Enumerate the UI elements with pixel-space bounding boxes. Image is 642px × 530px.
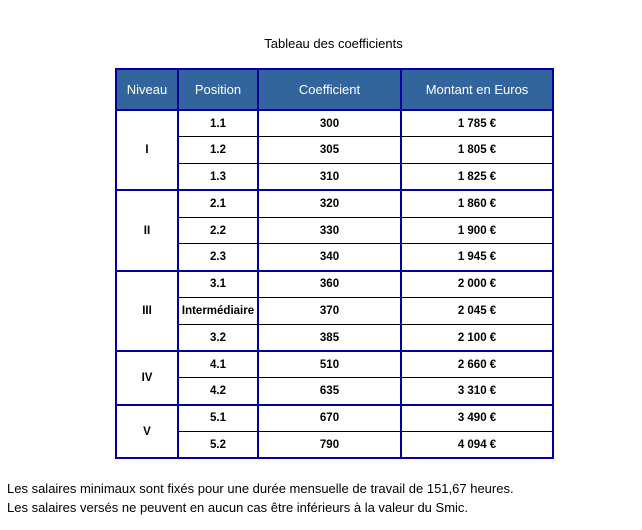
coefficient-cell: 320 — [258, 190, 401, 217]
montant-cell: 2 045 € — [401, 298, 553, 325]
position-cell: 1.2 — [178, 137, 258, 164]
coefficient-cell: 790 — [258, 432, 401, 459]
coefficient-cell: 370 — [258, 298, 401, 325]
table-row — [116, 137, 553, 164]
montant-cell: 1 805 € — [401, 137, 553, 164]
position-cell: 5.1 — [178, 405, 258, 432]
niveau-cell: IV — [116, 351, 178, 405]
table-row — [116, 351, 553, 378]
position-cell: 3.2 — [178, 324, 258, 351]
niveau-cell: V — [116, 405, 178, 459]
position-cell: 2.3 — [178, 244, 258, 271]
position-cell: 2.1 — [178, 190, 258, 217]
coefficient-cell: 635 — [258, 378, 401, 405]
montant-cell: 1 825 € — [401, 164, 553, 191]
montant-cell: 3 490 € — [401, 405, 553, 432]
coefficient-cell: 360 — [258, 271, 401, 298]
position-cell: 4.2 — [178, 378, 258, 405]
coefficients-table — [115, 68, 554, 459]
footnote-line: Les salaires minimaux sont fixés pour une durée mensuelle de travail de 151,67 heures. — [7, 481, 514, 497]
header-cell-position: Position — [178, 69, 258, 110]
table-row — [116, 271, 553, 298]
footnote-line: Les salaires versés ne peuvent en aucun cas être inférieurs à la valeur du Smic. — [7, 500, 469, 516]
position-cell: 5.2 — [178, 432, 258, 459]
coefficient-cell: 510 — [258, 351, 401, 378]
table-row — [116, 244, 553, 271]
table-row — [116, 110, 553, 137]
montant-cell: 4 094 € — [401, 432, 553, 459]
position-cell: 1.1 — [178, 110, 258, 137]
montant-cell: 3 310 € — [401, 378, 553, 405]
coefficient-cell: 340 — [258, 244, 401, 271]
page-title: Tableau des coefficients — [264, 36, 403, 51]
table-row — [116, 217, 553, 244]
footnote — [7, 479, 642, 517]
coefficient-cell: 385 — [258, 324, 401, 351]
montant-cell: 1 945 € — [401, 244, 553, 271]
table-row — [116, 298, 553, 325]
position-cell: 4.1 — [178, 351, 258, 378]
position-cell: 2.2 — [178, 217, 258, 244]
montant-cell: 1 860 € — [401, 190, 553, 217]
coefficient-cell: 670 — [258, 405, 401, 432]
table-row — [116, 324, 553, 351]
position-cell: 1.3 — [178, 164, 258, 191]
coefficient-cell: 330 — [258, 217, 401, 244]
position-cell: Intermédiaire — [178, 298, 258, 325]
header-cell-montant: Montant en Euros — [401, 69, 553, 110]
position-cell: 3.1 — [178, 271, 258, 298]
montant-cell: 2 660 € — [401, 351, 553, 378]
coefficient-cell: 300 — [258, 110, 401, 137]
niveau-cell: I — [116, 110, 178, 190]
montant-cell: 2 100 € — [401, 324, 553, 351]
niveau-cell: II — [116, 190, 178, 270]
table-row — [116, 190, 553, 217]
header-cell-niveau: Niveau — [116, 69, 178, 110]
table-row — [116, 378, 553, 405]
niveau-cell: III — [116, 271, 178, 351]
header-cell-coefficient: Coefficient — [258, 69, 401, 110]
montant-cell: 1 785 € — [401, 110, 553, 137]
montant-cell: 2 000 € — [401, 271, 553, 298]
header-row — [116, 69, 553, 110]
montant-cell: 1 900 € — [401, 217, 553, 244]
table-row — [116, 164, 553, 191]
coefficient-cell: 305 — [258, 137, 401, 164]
table-row — [116, 405, 553, 432]
table-row — [116, 432, 553, 459]
coefficient-cell: 310 — [258, 164, 401, 191]
